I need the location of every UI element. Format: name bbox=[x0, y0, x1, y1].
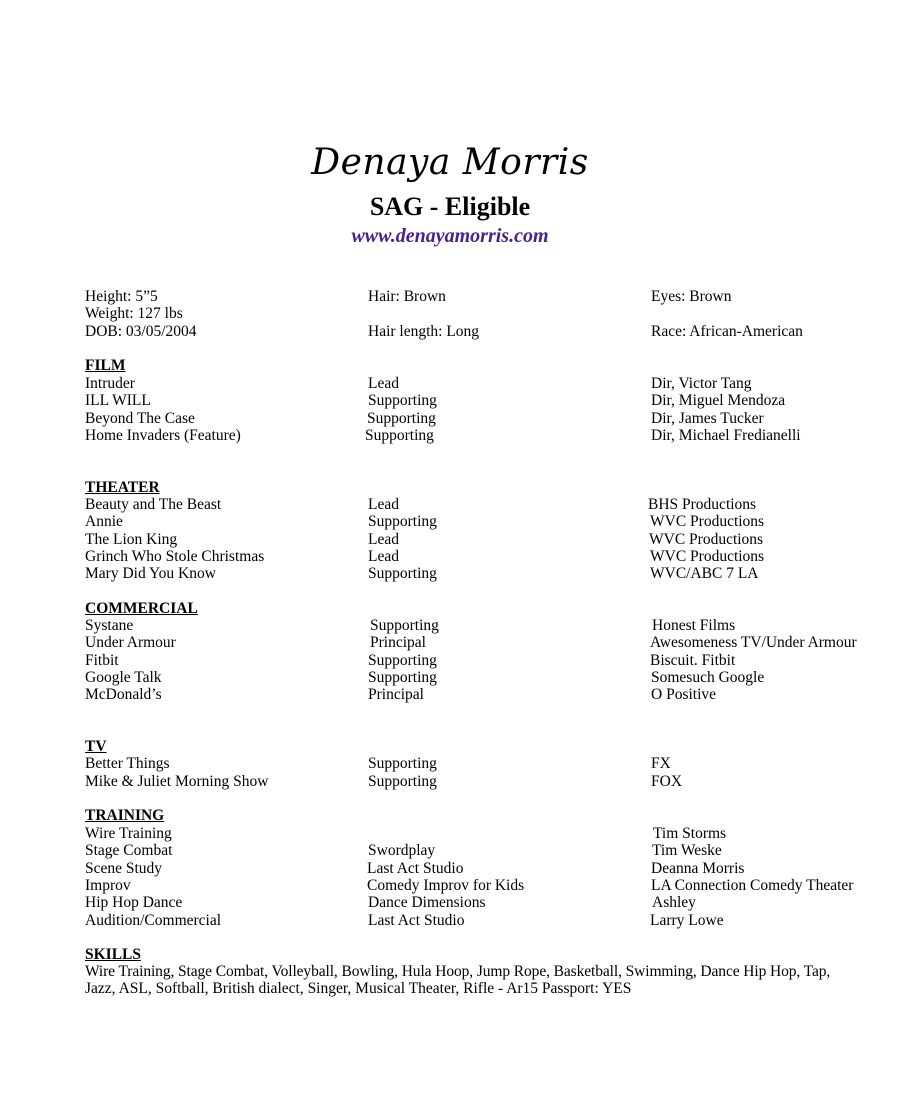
commercial-company: Biscuit. Fitbit bbox=[650, 652, 736, 669]
skills-line: Jazz, ASL, Softball, British dialect, Singer, Musical Theater, Rifle - Ar15 Passport: YES bbox=[85, 980, 632, 997]
commercial-title: Google Talk bbox=[85, 669, 162, 686]
training-instructor: Deanna Morris bbox=[651, 860, 745, 877]
union-status: SAG - Eligible bbox=[369, 192, 531, 221]
stat-dob: DOB: 03/05/2004 bbox=[85, 323, 197, 340]
theater-role: Lead bbox=[368, 496, 399, 513]
film-heading: FILM bbox=[85, 357, 126, 374]
film-director: Dir, Miguel Mendoza bbox=[651, 392, 786, 409]
training-heading: TRAINING bbox=[85, 807, 165, 824]
stat-hair-length: Hair length: Long bbox=[368, 323, 480, 340]
commercial-title: Systane bbox=[85, 617, 134, 634]
tv-network: FX bbox=[651, 755, 671, 772]
film-director: Dir, Victor Tang bbox=[651, 375, 752, 392]
theater-role: Supporting bbox=[368, 513, 437, 530]
training-instructor: LA Connection Comedy Theater bbox=[651, 877, 854, 894]
training-skill: Audition/Commercial bbox=[85, 912, 222, 929]
commercial-role: Principal bbox=[370, 634, 426, 651]
training-skill: Stage Combat bbox=[85, 842, 173, 859]
tv-network: FOX bbox=[651, 773, 683, 790]
commercial-title: Fitbit bbox=[85, 652, 119, 669]
theater-title: Beauty and The Beast bbox=[85, 496, 222, 513]
training-skill: Wire Training bbox=[85, 825, 172, 842]
training-instructor: Ashley bbox=[652, 894, 696, 911]
commercial-title: McDonald’s bbox=[85, 686, 162, 703]
training-school: Last Act Studio bbox=[367, 860, 464, 877]
training-school: Dance Dimensions bbox=[368, 894, 486, 911]
theater-role: Lead bbox=[368, 531, 399, 548]
theater-company: WVC Productions bbox=[650, 548, 765, 565]
tv-title: Better Things bbox=[85, 755, 170, 772]
commercial-role: Supporting bbox=[368, 652, 437, 669]
film-director: Dir, James Tucker bbox=[651, 410, 764, 427]
commercial-role: Supporting bbox=[370, 617, 439, 634]
commercial-role: Principal bbox=[368, 686, 424, 703]
commercial-company: Somesuch Google bbox=[651, 669, 765, 686]
stat-eyes: Eyes: Brown bbox=[651, 288, 732, 305]
film-title: Intruder bbox=[85, 375, 135, 392]
tv-heading: TV bbox=[85, 738, 107, 755]
training-instructor: Tim Weske bbox=[652, 842, 722, 859]
film-role: Lead bbox=[368, 375, 399, 392]
training-instructor: Larry Lowe bbox=[650, 912, 724, 929]
film-role: Supporting bbox=[368, 392, 437, 409]
theater-title: The Lion King bbox=[85, 531, 178, 548]
training-skill: Improv bbox=[85, 877, 131, 894]
training-school: Swordplay bbox=[368, 842, 436, 859]
tv-role: Supporting bbox=[368, 773, 437, 790]
film-role: Supporting bbox=[365, 427, 434, 444]
training-school: Last Act Studio bbox=[368, 912, 465, 929]
theater-title: Mary Did You Know bbox=[85, 565, 216, 582]
theater-heading: THEATER bbox=[85, 479, 160, 496]
tv-title: Mike & Juliet Morning Show bbox=[85, 773, 269, 790]
stat-height: Height: 5”5 bbox=[85, 288, 158, 305]
commercial-role: Supporting bbox=[368, 669, 437, 686]
theater-role: Supporting bbox=[368, 565, 437, 582]
film-director: Dir, Michael Fredianelli bbox=[651, 427, 801, 444]
stat-weight: Weight: 127 lbs bbox=[85, 305, 183, 322]
stat-hair: Hair: Brown bbox=[368, 288, 446, 305]
film-role: Supporting bbox=[367, 410, 436, 427]
website-link[interactable]: www.denayamorris.com bbox=[351, 225, 549, 247]
theater-company: BHS Productions bbox=[648, 496, 757, 513]
training-instructor: Tim Storms bbox=[653, 825, 727, 842]
film-title: Beyond The Case bbox=[85, 410, 195, 427]
theater-title: Grinch Who Stole Christmas bbox=[85, 548, 265, 565]
commercial-company: Awesomeness TV/Under Armour bbox=[650, 634, 857, 651]
theater-title: Annie bbox=[85, 513, 123, 530]
theater-company: WVC/ABC 7 LA bbox=[650, 565, 759, 582]
film-title: Home Invaders (Feature) bbox=[85, 427, 241, 444]
training-skill: Scene Study bbox=[85, 860, 163, 877]
training-skill: Hip Hop Dance bbox=[85, 894, 183, 911]
theater-company: WVC Productions bbox=[649, 531, 764, 548]
commercial-title: Under Armour bbox=[85, 634, 176, 651]
commercial-company: Honest Films bbox=[652, 617, 736, 634]
training-school: Comedy Improv for Kids bbox=[367, 877, 525, 894]
tv-role: Supporting bbox=[368, 755, 437, 772]
stat-race: Race: African-American bbox=[651, 323, 803, 340]
film-title: ILL WILL bbox=[85, 392, 151, 409]
skills-line: Wire Training, Stage Combat, Volleyball, Bowling, Hula Hoop, Jump Rope, Basketball, Swimming, Dance Hip Hop, Tap, bbox=[85, 963, 831, 980]
commercial-heading: COMMERCIAL bbox=[85, 600, 198, 617]
theater-company: WVC Productions bbox=[650, 513, 765, 530]
actor-name: Denaya Morris bbox=[311, 142, 589, 183]
commercial-company: O Positive bbox=[651, 686, 717, 703]
skills-heading: SKILLS bbox=[85, 946, 142, 963]
theater-role: Lead bbox=[368, 548, 399, 565]
